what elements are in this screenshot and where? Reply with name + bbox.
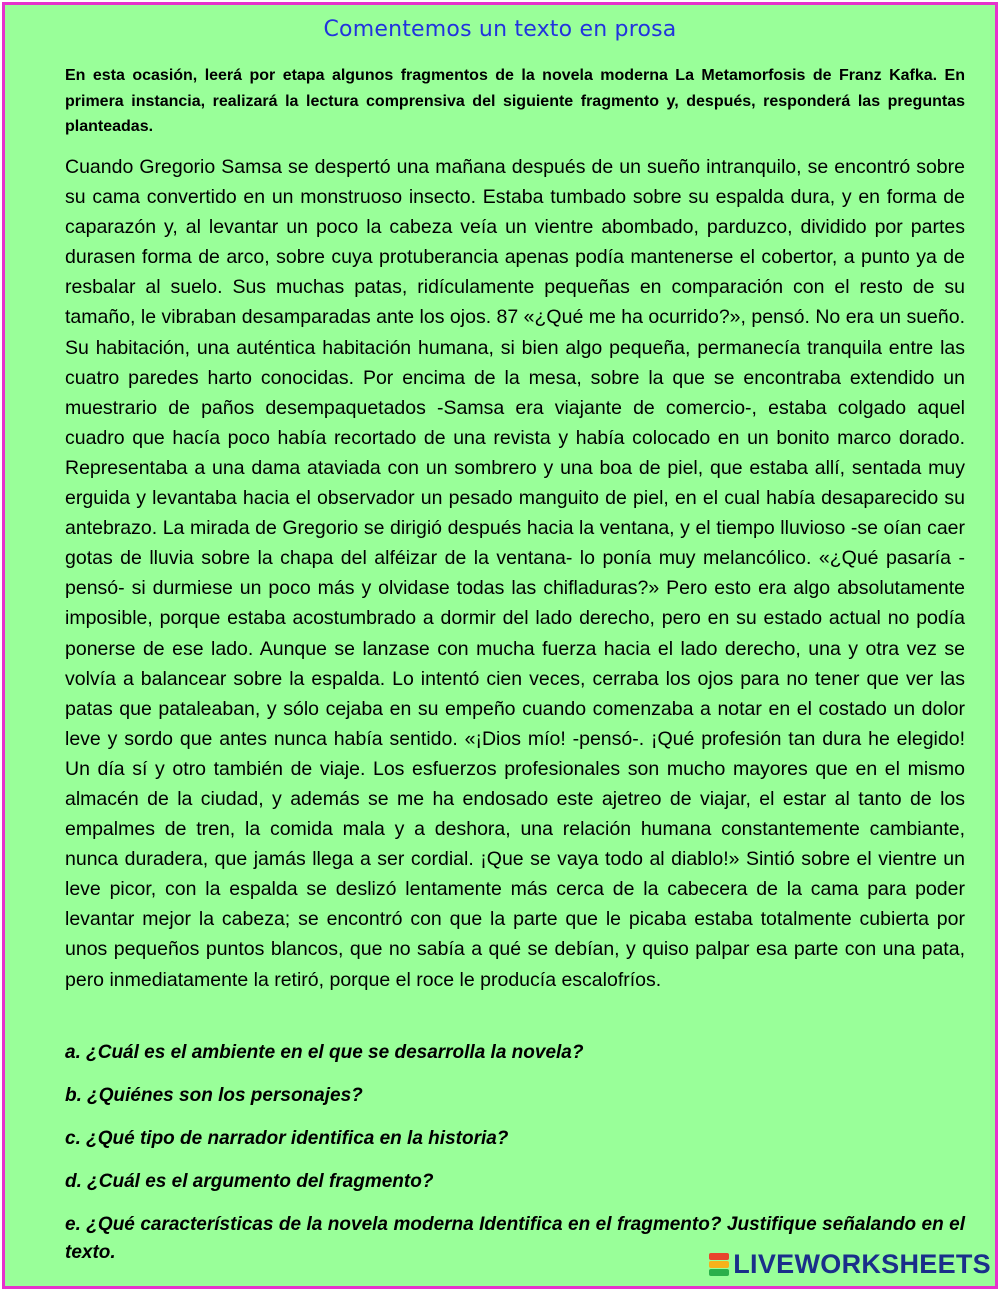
page-title: Comentemos un texto en prosa — [323, 17, 677, 42]
question-d: d. ¿Cuál es el argumento del fragmento? — [65, 1171, 434, 1192]
question-b: b. ¿Quiénes son los personajes? — [65, 1085, 363, 1106]
instructions-paragraph: En esta ocasión, leerá por etapa algunos fragmentos de la novela moderna La Metamorfosis de Franz Kafka. En primera instancia, realizará la lectura comprensiva del siguiente fragmento y, después, responderá las preguntas planteadas. — [65, 67, 965, 135]
logo-bar — [709, 1261, 729, 1268]
reading-passage: Cuando Gregorio Samsa se despertó una mañana después de un sueño intranquilo, se encontró sobre su cama convertido en un monstruoso insecto. Estaba tumbado sobre su espalda dura, y en forma de caparazón y, al levantar un poco la cabeza veía un vientre abombado, parduzco, dividido por partes durasen forma de arco, sobre cuya protuberancia apenas podía mantenerse el cobertor, a punto ya de resbalar al suelo. Sus muchas patas, ridículamente pequeñas en comparación con el resto de su tamaño, le vibraban desamparadas ante los ojos. 87 «¿Qué me ha ocurrido?», pensó. No era un sueño. Su habitación, una auténtica habitación humana, si bien algo pequeña, permanecía tranquila entre las cuatro paredes harto conocidas. Por encima de la mesa, sobre la que se encontraba extendido un muestrario de paños desempaquetados -Samsa era viajante de comercio-, estaba colgado aquel cuadro que hacía poco había recortado de una revista y había colocado en un bonito marco dorado. Representaba a una dama ataviada con un sombrero y una boa de piel, que estaba allí, sentada muy erguida y levantaba hacia el observador un pesado manguito de piel, en el cual había desaparecido su antebrazo. La mirada de Gregorio se dirigió después hacia la ventana, y el tiempo lluvioso -se oían caer gotas de lluvia sobre la chapa del alféizar de la ventana- lo ponía muy melancólico. «¿Qué pasaría -pensó- si durmiese un poco más y olvidase todas las chifladuras?» Pero esto era algo absolutamente imposible, porque estaba acostumbrado a dormir del lado derecho, pero en su estado actual no podía ponerse de ese lado. Aunque se lanzase con mucha fuerza hacia el lado derecho, una y otra vez se volvía a balancear sobre la espalda. Lo intentó cien veces, cerraba los ojos para no tener que ver las patas que pataleaban, y sólo cejaba en su empeño cuando comenzaba a notar en el costado un dolor leve y sordo que antes nunca había sentido. «¡Dios mío! -pensó-. ¡Qué profesión tan dura he elegido! Un día sí y otro también de viaje. Los esfuerzos profesionales son mucho mayores que en el mismo almacén de la ciudad, y además se me ha endosado este ajetreo de viajar, el estar al tanto de los empalmes de tren, la comida mala y a deshora, una relación humana constantemente cambiante, nunca duradera, que jamás llega a ser cordial. ¡Que se vaya todo al diablo!» Sintió sobre el vientre un leve picor, con la espalda se deslizó lentamente más cerca de la cabecera de la cama para poder levantar mejor la cabeza; se encontró con que la parte que le picaba estaba totalmente cubierta por unos pequeños puntos blancos, que no sabía a qué se debían, y quiso palpar esa parte con una pata, pero inmediatamente la retiró, porque el roce le producía escalofríos. — [65, 156, 965, 991]
liveworksheets-logo[interactable] — [709, 1249, 991, 1280]
questions-list — [65, 1039, 965, 1282]
worksheet-page — [2, 2, 998, 1289]
logo-text: LIVEWORKSHEETS — [733, 1249, 991, 1279]
logo-bar — [709, 1269, 729, 1276]
question-a: a. ¿Cuál es el ambiente en el que se desarrolla la novela? — [65, 1042, 584, 1063]
question-e: e. ¿Qué características de la novela moderna Identifica en el fragmento? Justifique señalando en el texto. — [65, 1214, 965, 1263]
question-c: c. ¿Qué tipo de narrador identifica en la historia? — [65, 1128, 509, 1149]
logo-bar — [709, 1253, 729, 1260]
liveworksheets-logo-icon — [709, 1253, 729, 1277]
